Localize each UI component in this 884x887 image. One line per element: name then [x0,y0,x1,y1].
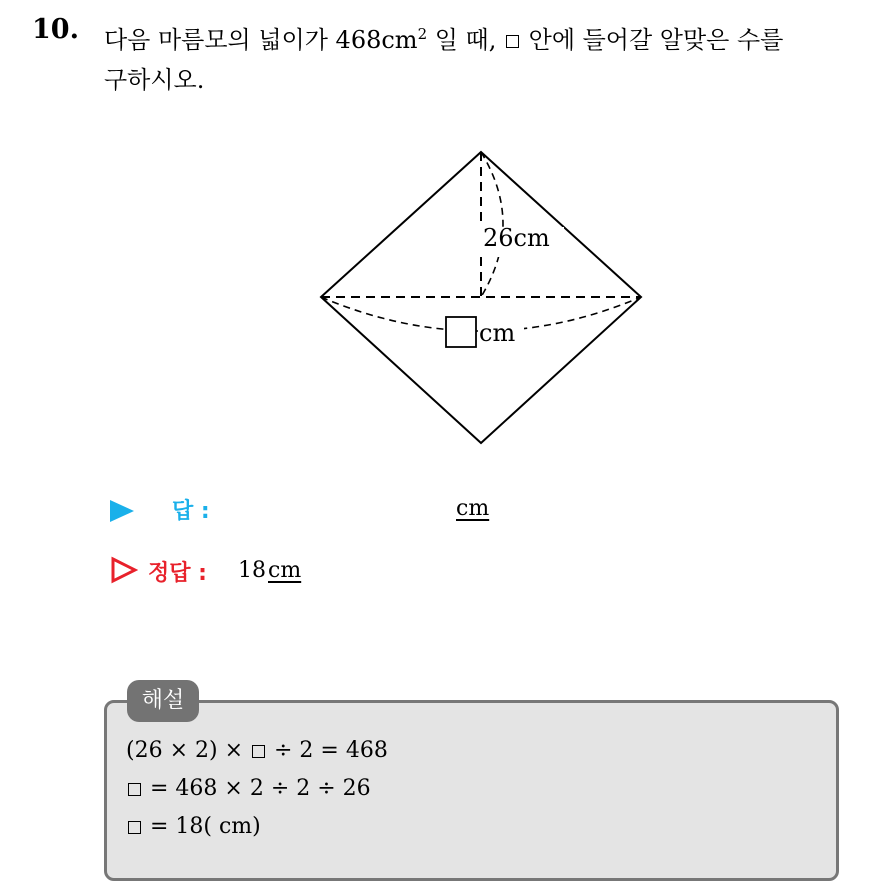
question-text-before-area: 다음 마름모의 넓이가 [104,26,336,54]
rhombus-figure [300,140,660,460]
question-line-2: 구하시오. [104,66,205,94]
blank-box-icon [128,783,141,796]
explanation-line-1-b: ÷ 2 = 468 [267,738,388,763]
blank-box-icon [252,745,265,758]
answer-unit: cm [456,496,490,521]
correct-answer-label: 정답 : [148,561,207,586]
explanation-line-3-b: = 18( cm) [143,814,261,839]
correct-answer-value-group [238,558,301,583]
outline-triangle-icon [110,556,138,584]
explanation-line-2-b: = 468 × 2 ÷ 2 ÷ 26 [143,776,371,801]
question-text [104,14,864,100]
explanation-line-1 [126,738,388,763]
explanation-line-3 [126,814,261,839]
explanation-tab: 해설 [127,680,199,722]
question-text-after-box: 안에 들어갈 알맞은 수를 [521,26,784,54]
answer-label: 답 : [172,499,210,524]
correct-answer-unit: cm [268,558,302,583]
question-line-1 [104,14,864,60]
question-number: 10. [32,14,79,45]
correct-answer-value: 18 [238,558,266,583]
question-area-exponent: 2 [417,25,428,43]
half-diagonal-label: 26cm [483,224,550,252]
explanation-line-2 [126,776,371,801]
play-triangle-icon [110,500,134,522]
blank-box-icon [506,35,519,48]
unknown-box-icon [446,317,476,347]
blank-box-icon [128,821,141,834]
question-text-after-area: 일 때, [427,26,504,54]
question-area-value: 468cm [335,26,418,54]
unknown-unit-label: cm [479,319,516,347]
explanation-line-1-a: (26 × 2) × [126,738,250,763]
